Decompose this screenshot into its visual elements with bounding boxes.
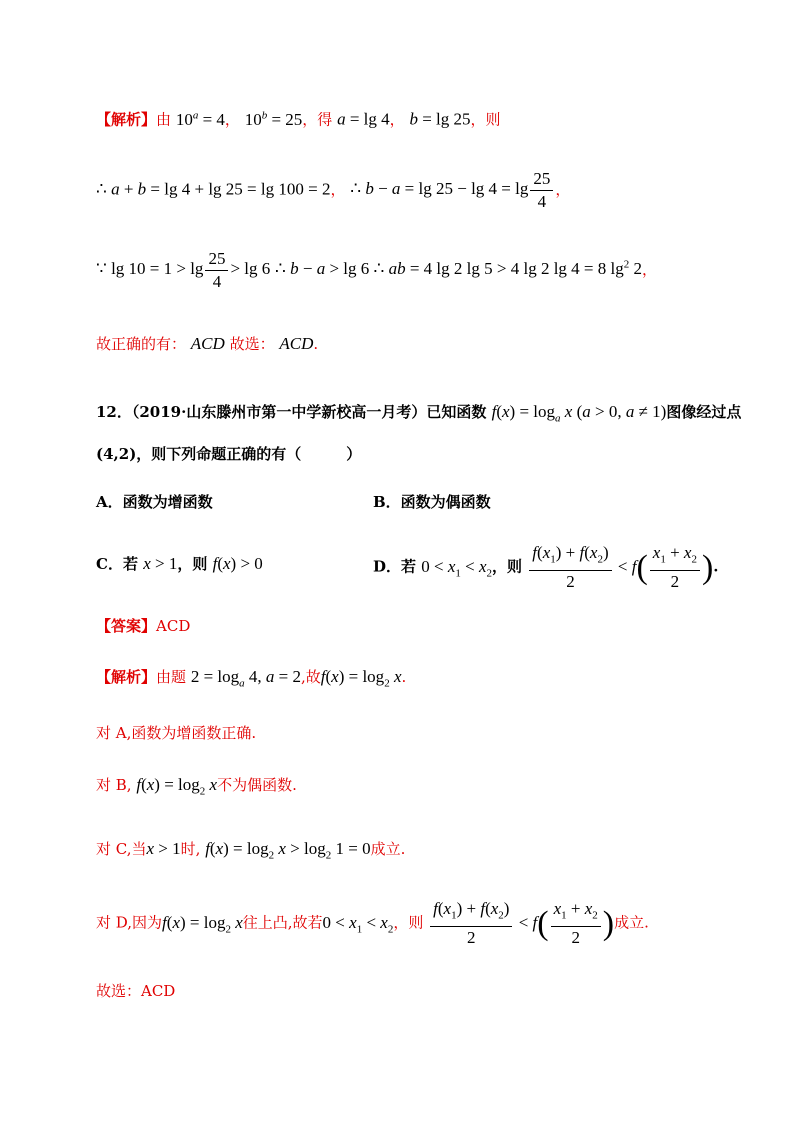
math-x-gt-1: x > 1 (143, 554, 178, 573)
math-log-a-4: $2 = \log_a 4$, a = 2 (190, 667, 301, 690)
math-fx-log2x: $f(x) = \log_2 x$ (320, 667, 402, 690)
q12-analysis-line-1 (96, 666, 406, 694)
text-end: . (401, 668, 407, 686)
math-log2-gt-0: $f(x) = \log_2 x > \log_2 1 = 0$ (205, 839, 371, 862)
q11-analysis-line-4 (96, 333, 318, 355)
math-fx-gt-0: f(x) > 0 (212, 554, 263, 573)
text-correct: 故正确的有： (96, 335, 187, 353)
analysis-c (96, 838, 405, 866)
option-d-end: . (713, 557, 719, 576)
analysis-d-ze: ，则 (393, 913, 424, 932)
math-x1-x2: $0 < x_1 < x_2$ (421, 556, 493, 579)
answer-line (96, 615, 190, 637)
q11-analysis-line-1: 【解析】由 $10^a = 4$， $10^b = 25$，得 a = lg 4， b = lg 25，则 (96, 109, 501, 129)
math-a-plus-b: ∴ a + b = lg 4 + lg 25 = lg 100 = 2 (96, 179, 331, 199)
question-source: （2019·山东滕州市第一中学新校高一月考）已知函数 (131, 403, 487, 421)
analysis-c-pre: 对 C,当 (96, 840, 147, 858)
option-b: B．函数为偶函数 (373, 493, 491, 511)
analysis-label: 【解析】 (96, 110, 157, 129)
option-c (96, 553, 263, 575)
analysis-d-post: 成立. (614, 913, 649, 932)
analysis-d (96, 898, 649, 949)
math-10b: $10^b = 25$ (244, 109, 303, 129)
analysis-a: 对 A,函数为增函数正确. (96, 724, 257, 742)
analysis-b (96, 774, 297, 802)
option-c-mid: ，则 (177, 555, 208, 573)
text-youti: 由题 (156, 668, 187, 686)
analysis-b-post: 不为偶函数. (217, 776, 297, 794)
analysis-label-2: 【解析】 (96, 668, 157, 686)
final-choice: 故选：ACD (96, 982, 176, 1000)
math-jensen-ineq-d: $\frac{f(x_1) + f(x_2)}{2}$ < f( $\frac{x_1 + x_2}{2}$ ) (428, 913, 614, 932)
math-jensen-ineq: $\frac{f(x_1) + f(x_2)}{2}$ < f( $\frac{x_1 + x_2}{2}$ ) (527, 557, 713, 576)
answer-label: 【答案】 (96, 617, 157, 635)
option-d-mid: ，则 (492, 557, 523, 576)
math-ab-inequality: ∴ b − a > lg 6 ∴ ab = 4 lg 2 lg 5 > 4 lg 2 lg 4 = 8 $\lg^2 2$ (275, 258, 642, 279)
math-x1-x2-d: $0 < x_1 < x_2$ (322, 912, 394, 935)
option-a: A．函数为增函数 (96, 493, 213, 511)
answer-value: ACD (156, 617, 191, 635)
text-de: ，得 (302, 110, 333, 129)
math-b-lg25: b = lg 25 (409, 109, 471, 129)
math-function-def: $f(x) = \log_a x$ (a > 0, a ≠ 1) (491, 402, 667, 425)
analysis-d-mid: 往上凸,故若 (242, 913, 323, 932)
math-acd-1: ACD (190, 334, 225, 353)
text-ze: ，则 (470, 110, 501, 129)
q12-question-line-2: (4,2)，则下列命题正确的有（ ） (96, 445, 362, 463)
q12-question-line-1 (96, 401, 741, 429)
q11-analysis-line-3: ∵ lg 10 = 1 > lg $\frac{25}{4}$ > lg 6 ∴ b − a > lg 6 ∴ ab = 4 lg 2 lg 5 > 4 lg 2 lg 4 = 8 $\lg^2 2$， (96, 249, 657, 291)
math-lg10-comparison: ∵ lg 10 = 1 > lg $\frac{25}{4}$ > lg 6 (96, 249, 271, 291)
math-fx-log2x-d: $f(x) = \log_2 x$ (162, 912, 243, 935)
text-gu: ,故 (300, 668, 321, 686)
text-you: 由 (156, 110, 172, 129)
math-a-lg4: a = lg 4 (337, 109, 390, 129)
math-x-gt-1-c: x > 1 (146, 839, 181, 858)
option-d (373, 542, 719, 593)
text-pass-point: 图像经过点 (666, 403, 742, 421)
option-c-prefix: C．若 (96, 555, 138, 573)
math-acd-2: ACD (279, 334, 314, 353)
text-choose: 故选： (229, 335, 275, 353)
analysis-d-pre: 对 D,因为 (96, 913, 163, 932)
math-fx-log2x-b: $f(x) = \log_2 x$ (136, 775, 218, 798)
q11-analysis-line-2: ∴ a + b = lg 4 + lg 25 = lg 100 = 2， ∴ b − a = lg 25 − lg 4 = lg $\frac{25}{4}$ ， (96, 169, 571, 211)
option-d-prefix: D．若 (373, 557, 417, 576)
analysis-c-post: 成立. (370, 840, 406, 858)
text-period: . (313, 335, 319, 353)
analysis-c-shi: 时, (180, 840, 201, 858)
math-b-minus-a: ∴ b − a = lg 25 − lg 4 = lg $\frac{25}{4}$ (350, 179, 555, 198)
analysis-b-pre: 对 B, (96, 776, 132, 794)
math-10a: $10^a = 4$ (175, 109, 225, 129)
question-number: 12． (96, 403, 132, 421)
